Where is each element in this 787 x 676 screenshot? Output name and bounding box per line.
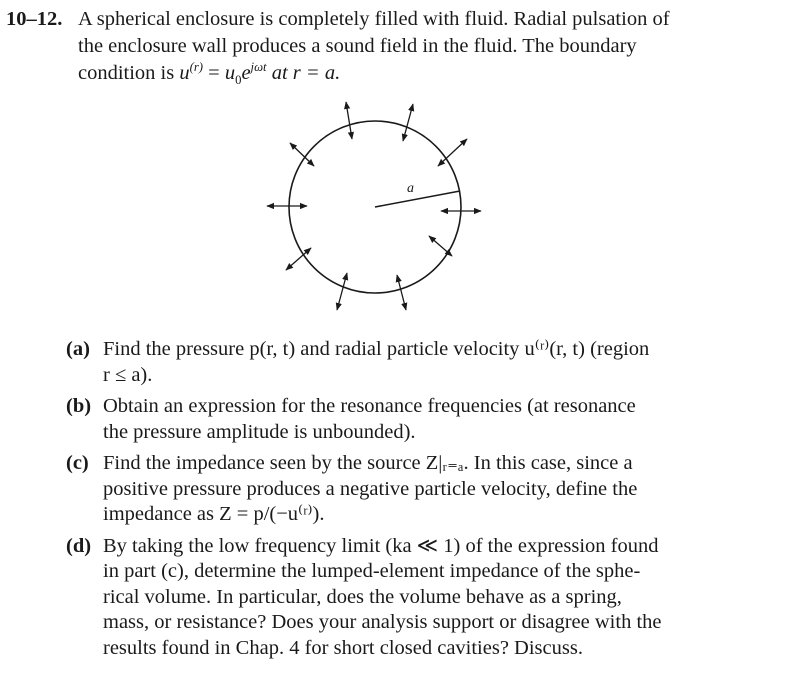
- boundary-condition-line: [78, 60, 768, 87]
- bc-u0: u: [224, 62, 236, 84]
- wall-arrow-lower-right: [429, 236, 452, 256]
- part-b-label: (b): [66, 395, 92, 417]
- bc-e: e: [241, 62, 251, 84]
- part-d-line-2: in part (c), determine the lumped-element impedance of the sphe-: [103, 560, 641, 582]
- intro-line-2: the enclosure wall produces a sound field in the fluid. The boundary: [78, 35, 637, 57]
- part-d-label: (d): [66, 534, 92, 557]
- part-c-line-1: Find the impedance seen by the source Z|ᵣ₌ₐ. In this case, since a: [103, 452, 633, 474]
- part-a-line-1: Find the pressure p(r, t) and radial particle velocity u⁽ʳ⁾(r, t) (region: [103, 338, 650, 360]
- part-a-line-2: r ≤ a).: [103, 363, 153, 386]
- part-b-line-1: Obtain an expression for the resonance frequencies (at resonance: [103, 395, 636, 417]
- bc-exp: jωt: [250, 60, 267, 75]
- part-a: [66, 337, 756, 388]
- bc-suffix: at r = a.: [266, 62, 341, 84]
- problem-text: [78, 6, 768, 87]
- wall-arrow-bottom-right: [397, 275, 406, 310]
- wall-arrow-bottom-left: [337, 273, 347, 310]
- part-a-text: [103, 337, 756, 388]
- radius-label: a: [407, 181, 414, 196]
- part-c: [66, 451, 756, 528]
- part-b-line-2: the pressure amplitude is unbounded).: [103, 420, 416, 443]
- bc-u-sup: (r): [189, 60, 204, 75]
- problem-number: 10–12.: [6, 8, 63, 30]
- part-d: [66, 534, 756, 662]
- sphere-diagram: [255, 100, 505, 315]
- bc-prefix: condition is: [78, 62, 180, 84]
- part-d-line-1: By taking the low frequency limit (ka ≪ 1) of the expression found: [103, 534, 659, 557]
- part-d-line-3: rical volume. In particular, does the volume behave as a spring,: [103, 585, 622, 608]
- bc-u: u: [179, 62, 190, 84]
- part-b: [66, 394, 756, 445]
- part-c-text: [103, 451, 756, 528]
- wall-arrow-top-left: [346, 102, 352, 139]
- question-parts: [66, 337, 756, 667]
- sphere-figure: [255, 100, 505, 315]
- part-d-text: [103, 534, 756, 662]
- part-c-line-3: impedance as Z = p/(−u⁽ʳ⁾).: [103, 503, 325, 525]
- intro-line-1: A spherical enclosure is completely filled with fluid. Radial pulsation of: [78, 8, 670, 30]
- wall-arrow-top-right: [403, 104, 413, 141]
- radius-line: [375, 191, 460, 207]
- part-c-line-2: positive pressure produces a negative particle velocity, define the: [103, 477, 638, 500]
- part-d-line-4: mass, or resistance? Does your analysis support or disagree with the: [103, 611, 662, 633]
- part-c-label: (c): [66, 452, 89, 474]
- part-d-line-5: results found in Chap. 4 for short closed cavities? Discuss.: [103, 636, 583, 659]
- bc-u0-sub: 0: [235, 73, 242, 88]
- bc-equals: =: [203, 62, 225, 84]
- part-a-label: (a): [66, 338, 90, 360]
- part-b-text: [103, 394, 756, 445]
